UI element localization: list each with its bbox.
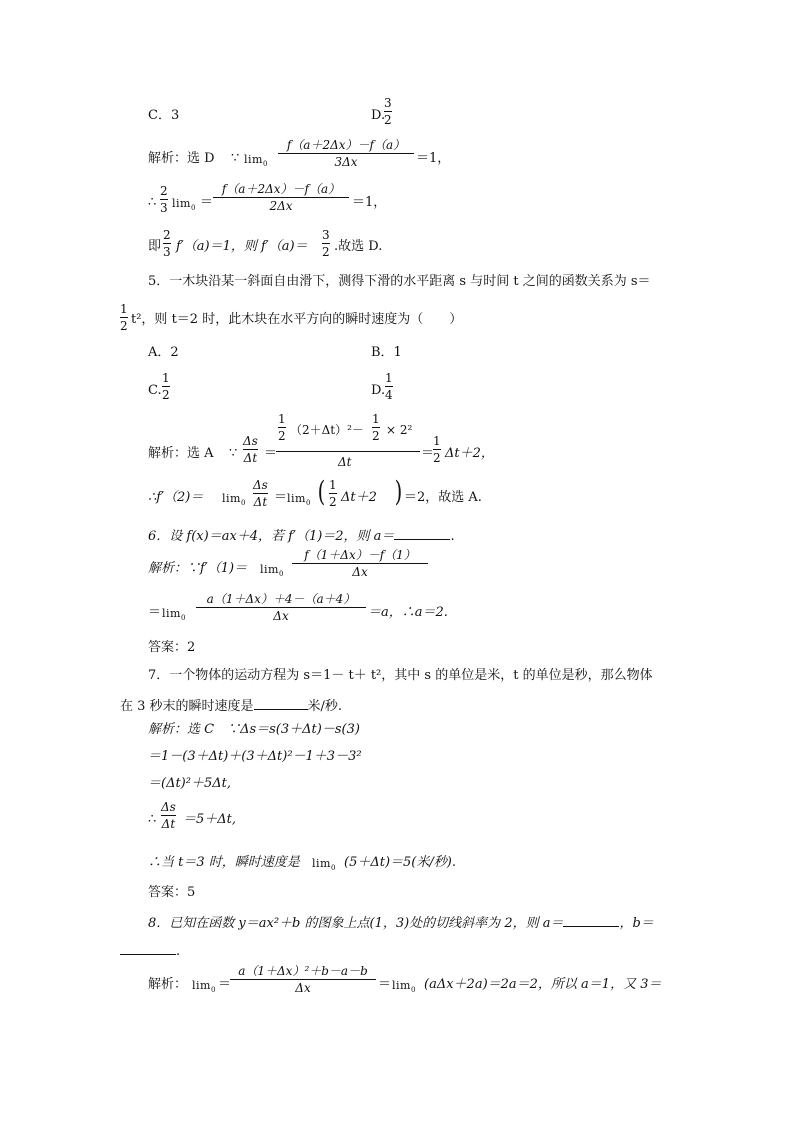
solution-7-line-3: ＝(Δt)²＋5Δt, [148, 776, 231, 791]
because-symbol: ∵ [229, 446, 238, 461]
question-8-line-2: . [120, 942, 180, 958]
therefore-symbol: ∴ [148, 812, 157, 827]
question-8-line-1: 8．已知在函数 y＝ax²＋b 的图象上点(1，3)处的切线斜率为 2，则 a＝ ，b＝ [148, 916, 654, 931]
solution-7-line-5-end: (5＋Δt)＝5(米/秒). [344, 855, 456, 870]
solution-6-prefix: 解析：∵f′（1)＝ [148, 561, 248, 576]
solution-7-line-2: ＝1－(3＋Δt)＋(3＋Δt)²－1＋3－3² [148, 749, 362, 764]
solution-4-line-3-middle: f′（a)＝1，则 f′（a)＝ [176, 239, 308, 254]
limit-symbol: $\lim_0$ [312, 857, 336, 872]
question-5-line-2: t²，则 t＝2 时，此木块在水平方向的瞬时速度为（ ） [131, 312, 463, 327]
equals-sign: ＝ [421, 446, 435, 461]
fraction-1-2: 1 2 [329, 478, 337, 509]
equals-sign: ＝ [218, 977, 232, 992]
solution-5-line-2-end: ＝2，故选 A. [404, 490, 482, 505]
solution-4-prefix: 解析：选 D [148, 151, 215, 166]
question-5-option-b: B．1 [371, 345, 402, 360]
fraction-3-2: 3 2 [384, 96, 392, 127]
fraction-2-3: 2 3 [160, 184, 168, 215]
limit-symbol: $\lim_0$ [172, 197, 196, 212]
question-7-line-1: 7．一个物体的运动方程为 s＝1－ t＋ t²，其中 s 的单位是米，t 的单位是秒，那么物体 [148, 668, 653, 683]
limit-symbol: $\lim_0$ [222, 492, 246, 507]
question-5-line-1: 5．一木块沿某一斜面自由滑下，测得下滑的水平距离 s 与时间 t 之间的函数关系为 s＝ [148, 274, 651, 289]
solution-7-line-5-start: ∴当 t＝3 时，瞬时速度是 [148, 855, 300, 870]
solution-4-fraction-1: f（a＋2Δx）－f（a） 3Δx [278, 138, 414, 169]
solution-5-big-denominator: Δt [338, 455, 352, 469]
limit-symbol: $\lim_0$ [260, 563, 284, 578]
fraction-1-4: 1 4 [385, 371, 393, 402]
fraction-2-3: 2 3 [163, 228, 171, 259]
limit-symbol: $\lim_0$ [244, 153, 268, 168]
limit-symbol: $\lim_0$ [287, 492, 311, 507]
equals-sign: ＝ [378, 977, 392, 992]
answer-blank[interactable] [254, 697, 308, 710]
fraction-1-2: 1 2 [162, 371, 170, 402]
question-5-option-d-label: D. [371, 383, 386, 398]
limit-symbol: $\lim_0$ [192, 979, 216, 994]
because-symbol: ∵ [231, 151, 240, 166]
solution-6-fraction-2: a（1＋Δx）＋4－（a＋4） Δx [196, 592, 366, 623]
equals-sign: ＝ [264, 446, 278, 461]
answer-7: 答案：5 [148, 885, 196, 900]
question-7-line-2: 在 3 秒末的瞬时速度是 米/秒. [120, 699, 343, 714]
solution-5-big-numerator [276, 412, 420, 448]
solution-7-line-4: ＝5＋Δt, [183, 812, 237, 827]
fraction-delta-s-over-delta-t: Δs Δt [161, 800, 176, 831]
limit-symbol: $\lim_0$ [162, 607, 186, 622]
answer-6: 答案：2 [148, 640, 196, 655]
right-paren: ) [394, 475, 403, 508]
question-5-option-c-label: C. [148, 383, 162, 398]
solution-8-tail: (aΔx＋2a)＝2a＝2，所以 a＝1，又 3＝ [424, 977, 662, 992]
fraction-1-2: 1 2 [120, 302, 128, 333]
solution-6-fraction-1: f（1＋Δx）－f（1） Δx [292, 548, 428, 579]
question-5-option-a: A．2 [148, 345, 179, 360]
answer-blank[interactable] [394, 527, 450, 540]
fraction-1-2: 1 2 [433, 434, 441, 465]
equals-one: ＝1， [352, 195, 387, 210]
question-6: 6．设 f(x)＝ax＋4，若 f′（1)＝2，则 a＝ . [148, 529, 455, 544]
answer-blank-a[interactable] [563, 914, 619, 927]
equals-sign: ＝ [274, 490, 288, 505]
solution-4-line-3-end: .故选 D. [334, 239, 383, 254]
solution-5-line-1-tail: Δt＋2， [445, 446, 494, 461]
fraction-3-2: 3 2 [322, 228, 330, 259]
equals-sign: ＝ [200, 195, 214, 210]
equals-one: ＝1， [416, 151, 451, 166]
option-d-label: D. [371, 108, 386, 123]
numerator-expression: （2＋Δt）²－ [290, 423, 364, 437]
fraction-1-2: 1 2 [372, 412, 380, 443]
fraction-delta-s-over-delta-t: Δs Δt [243, 434, 258, 465]
solution-8-fraction: a（1＋Δx）²＋b－a－b Δx [230, 964, 376, 995]
fraction-delta-s-over-delta-t: Δs Δt [253, 478, 268, 509]
left-paren: ( [317, 475, 326, 508]
limit-symbol: $\lim_0$ [392, 979, 416, 994]
numerator-times-expression: × 2² [386, 423, 413, 437]
solution-4-fraction-2: f（a＋2Δx）－f（a） 2Δx [213, 182, 349, 213]
solution-4-line-3-start: 即 [148, 239, 162, 254]
fraction-1-2: 1 2 [278, 412, 286, 443]
equals-sign: ＝ [148, 605, 162, 620]
solution-8-prefix: 解析： [148, 977, 188, 992]
solution-7-line-1: 解析：选 C ∵Δs＝s(3＋Δt)－s(3) [148, 722, 360, 737]
therefore-symbol: ∴ [148, 195, 157, 210]
solution-5-prefix: 解析：选 A [148, 446, 214, 461]
solution-5-line-2-start: ∴f′（2)＝ [148, 490, 204, 505]
solution-6-line-2-end: ＝a，∴a＝2. [368, 605, 448, 620]
fraction-bar [276, 451, 420, 452]
answer-blank-b[interactable] [120, 942, 176, 955]
paren-expression: Δt＋2 [341, 490, 377, 505]
option-c: C．3 [148, 108, 180, 123]
